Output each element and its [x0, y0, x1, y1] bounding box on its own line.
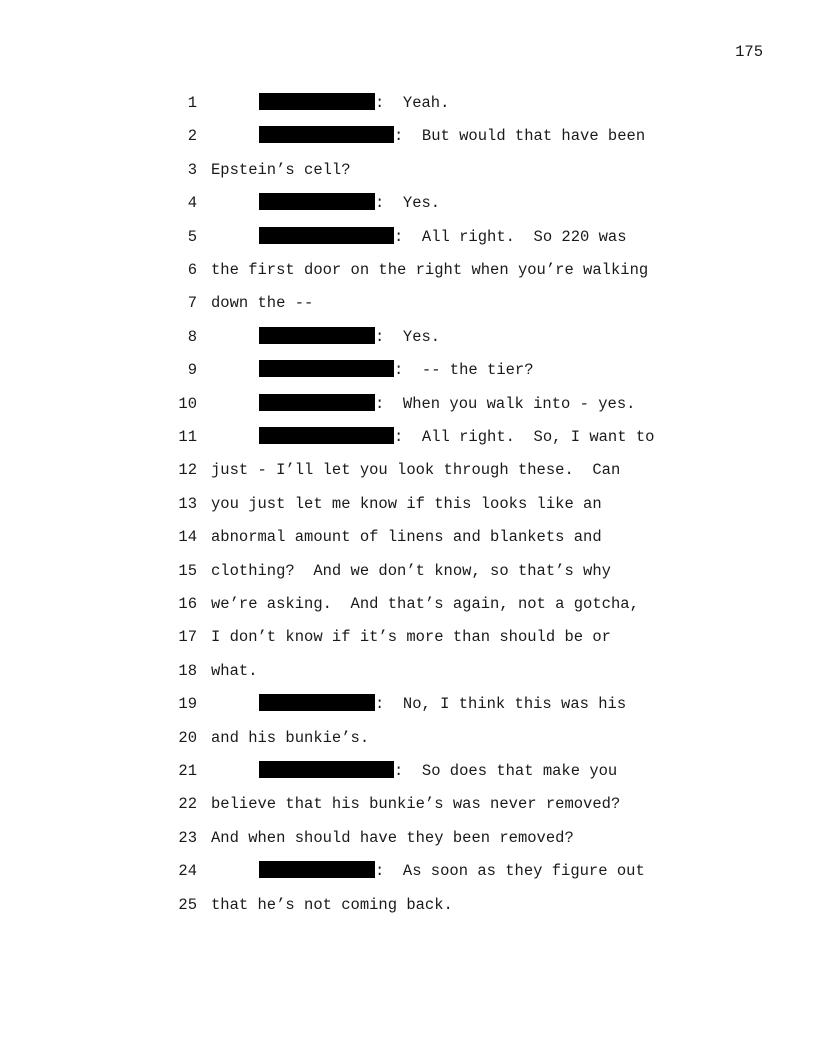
line-text: the first door on the right when you’re walking	[211, 261, 649, 279]
line-text: what.	[211, 661, 258, 680]
redaction-bar	[259, 861, 375, 878]
redaction-bar	[259, 694, 375, 711]
line-number: 8	[187, 327, 197, 346]
redaction-bar	[259, 93, 375, 110]
line-number: 6	[187, 261, 197, 279]
line-number: 4	[187, 194, 197, 213]
line-number: 15	[178, 561, 197, 580]
speaker-line	[259, 125, 645, 147]
transcript-line	[0, 359, 816, 381]
line-text: just - I’ll let you look through these. Can	[211, 461, 621, 480]
line-text: : When you walk into - yes.	[375, 394, 636, 413]
transcript-line	[0, 125, 816, 147]
line-text: : All right. So, I want to	[394, 428, 655, 446]
line-number: 22	[178, 795, 197, 814]
line-number: 9	[187, 361, 197, 380]
speaker-line	[259, 359, 534, 381]
transcript-line	[0, 526, 816, 548]
transcript-line	[0, 92, 816, 114]
line-text: abnormal amount of linens and blankets and	[211, 528, 602, 547]
line-number: 20	[178, 728, 197, 747]
line-text: : -- the tier?	[394, 361, 534, 380]
line-number: 13	[178, 494, 197, 513]
line-text: clothing? And we don’t know, so that’s why	[211, 561, 611, 580]
line-number: 23	[178, 828, 197, 847]
line-text: And when should have they been removed?	[211, 828, 574, 847]
speaker-line	[259, 760, 617, 782]
redaction-bar	[259, 427, 394, 444]
speaker-line	[259, 226, 627, 248]
line-number: 14	[178, 528, 197, 547]
transcript-line	[0, 326, 816, 348]
line-text: : So does that make you	[394, 762, 618, 780]
line-text: : No, I think this was his	[375, 695, 627, 714]
line-text: : All right. So 220 was	[394, 227, 627, 246]
transcript-line	[0, 626, 816, 648]
line-number: 5	[187, 227, 197, 246]
transcript-line	[0, 860, 816, 882]
speaker-line	[259, 426, 654, 448]
transcript-line	[0, 493, 816, 515]
speaker-line	[259, 860, 645, 882]
transcript-line	[0, 593, 816, 615]
line-number: 2	[187, 127, 197, 146]
redaction-bar	[259, 193, 375, 210]
speaker-line	[259, 92, 449, 114]
line-text: and his bunkie’s.	[211, 728, 370, 747]
line-number: 16	[178, 595, 197, 613]
page-number: 175	[735, 43, 763, 61]
transcript-line	[0, 159, 816, 181]
redaction-bar	[259, 327, 375, 344]
speaker-line	[259, 326, 440, 348]
line-number: 3	[187, 160, 197, 179]
transcript-line	[0, 760, 816, 782]
line-number: 19	[178, 695, 197, 714]
transcript-line	[0, 894, 816, 916]
line-number: 7	[187, 294, 197, 313]
line-number: 11	[178, 428, 197, 446]
transcript-line	[0, 660, 816, 682]
redaction-bar	[259, 227, 394, 244]
transcript-line	[0, 226, 816, 248]
line-number: 18	[178, 661, 197, 680]
speaker-line	[259, 192, 440, 214]
line-text: : But would that have been	[394, 127, 646, 146]
transcript-line	[0, 827, 816, 849]
line-text: : Yeah.	[375, 94, 450, 112]
line-text: believe that his bunkie’s was never removed?	[211, 795, 621, 814]
line-text: that he’s not coming back.	[211, 895, 453, 914]
speaker-line	[259, 393, 635, 415]
transcript-line	[0, 292, 816, 314]
line-text: : Yes.	[375, 194, 441, 213]
speaker-line	[259, 693, 626, 715]
transcript-line	[0, 259, 816, 281]
line-number: 24	[178, 862, 197, 881]
line-number: 12	[178, 461, 197, 480]
line-text: : As soon as they figure out	[375, 862, 645, 881]
redaction-bar	[259, 761, 394, 778]
redaction-bar	[259, 360, 394, 377]
line-number: 1	[187, 94, 197, 112]
redaction-bar	[259, 126, 394, 143]
line-text: we’re asking. And that’s again, not a gotcha,	[211, 595, 639, 613]
line-number: 17	[178, 628, 197, 647]
line-text: : Yes.	[375, 327, 441, 346]
transcript-line	[0, 426, 816, 448]
line-number: 10	[178, 394, 197, 413]
line-text: down the --	[211, 294, 314, 313]
transcript-line	[0, 693, 816, 715]
transcript-line	[0, 727, 816, 749]
transcript-line	[0, 459, 816, 481]
transcript-line	[0, 393, 816, 415]
transcript-line	[0, 560, 816, 582]
line-text: Epstein’s cell?	[211, 160, 351, 179]
transcript-line	[0, 793, 816, 815]
line-number: 21	[178, 762, 197, 780]
redaction-bar	[259, 394, 375, 411]
line-number: 25	[178, 895, 197, 914]
line-text: I don’t know if it’s more than should be or	[211, 628, 611, 647]
line-text: you just let me know if this looks like an	[211, 494, 602, 513]
transcript-line	[0, 192, 816, 214]
